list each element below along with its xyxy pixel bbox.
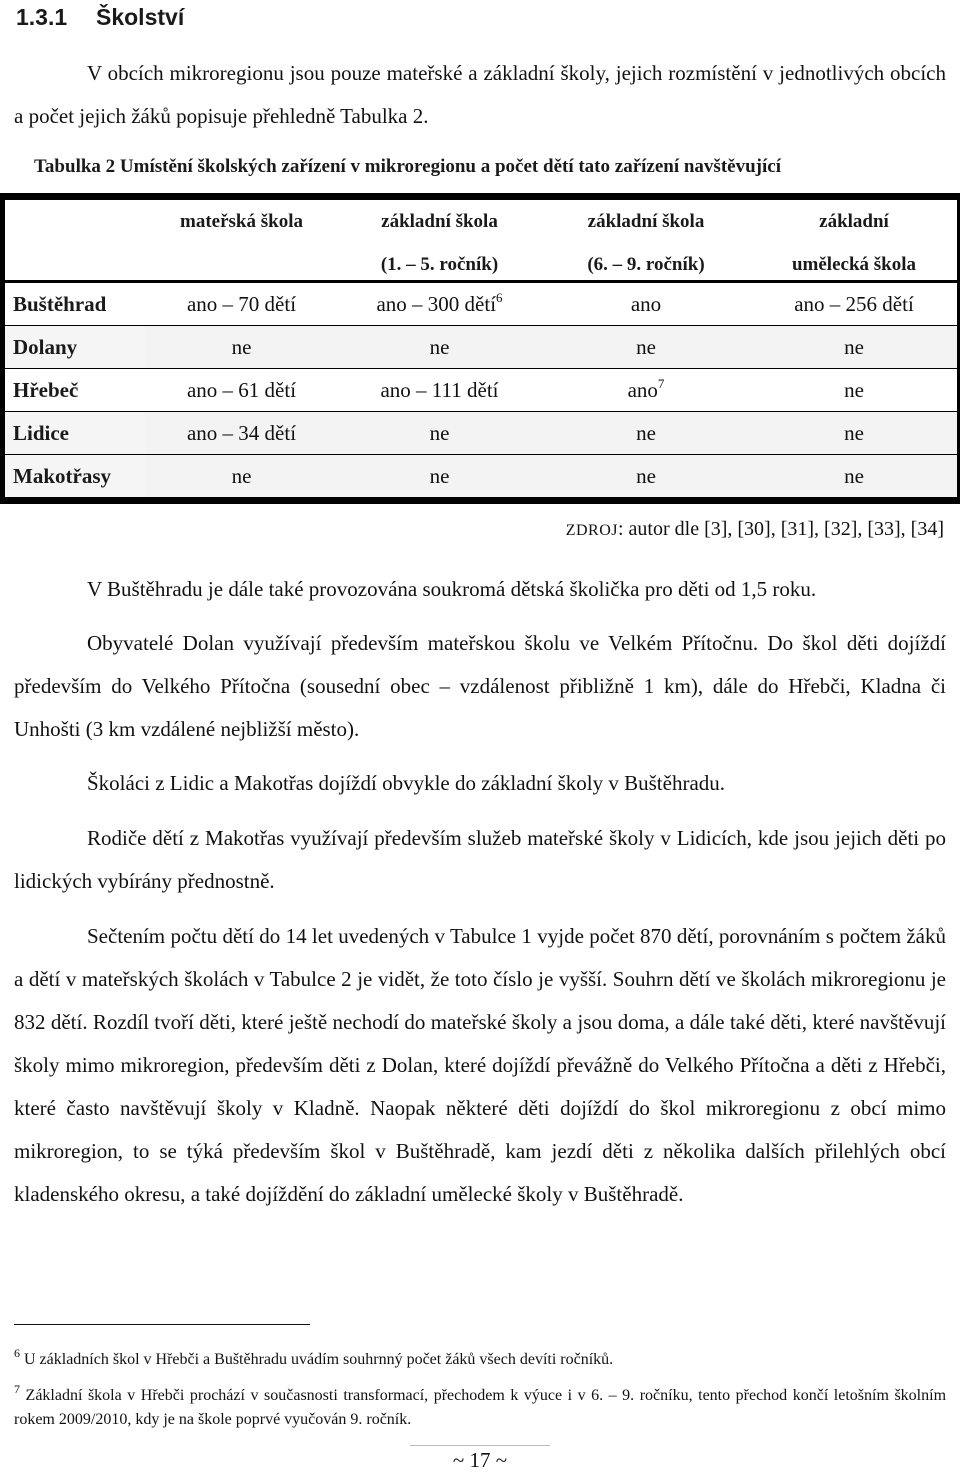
cell-text: ano — [630, 292, 662, 316]
section-title: Školství — [96, 4, 185, 30]
table-cell — [541, 369, 751, 411]
col-header-line1: základní — [819, 211, 889, 232]
body-paragraph: Sečtením počtu dětí do 14 let uvedených v Tabulce 1 vyjde počet 870 dětí, porovnáním s počtem žáků a dětí v mateřských školách v Tabulce 2 je vidět, že toto číslo je vyšší. Souhrn dětí ve školách mikroregionu je 832 dětí. Rozdíl tvoří děti, které ještě nechodí do mateřské školy a jsou doma, a dále také děti, které navštěvují školy mimo mikroregion, především děti z Dolan, které dojíždí převážně do Velkého Přítočna a děti z Hřebči, které často navštěvují školy v Kladně. Naopak některé děti dojíždí do škol mikroregionu z obcí mimo mikroregion, to se týká především škol v Buštěhradě, kam jezdí děti z několika dalších přilehlých obcí kladenského okresu, a také dojíždění do základní umělecké školy v Buštěhradě. — [14, 924, 946, 1206]
col-header-line1: základní škola — [381, 211, 498, 232]
table-cell — [338, 455, 541, 497]
footnote-separator — [14, 1324, 310, 1325]
cell-text: ano – 111 dětí — [380, 378, 499, 402]
col-header-zakladni-1-5 — [338, 200, 541, 280]
col-header-umelecka — [751, 200, 957, 280]
cell-text: ano – 300 dětí — [376, 292, 497, 316]
schools-table — [0, 193, 960, 504]
body-paragraph: Obyvatelé Dolan využívají především mateřskou školu ve Velkém Přítočnu. Do škol děti dojíždí především do Velkého Přítočna (sousední obec – vzdálenost přibližně 1 km), dále do Hřebči, Kladna či Unhošti (3 km vzdálené nejbližší město). — [14, 631, 946, 741]
table-row — [0, 455, 960, 497]
col-header-line2: (1. – 5. ročník) — [380, 254, 499, 275]
cell-text: ne — [636, 335, 656, 359]
cell-text: ne — [429, 335, 450, 359]
table-cell — [145, 412, 338, 454]
footnote-ref: 7 — [657, 376, 665, 391]
col-header-line1: mateřská škola — [180, 211, 303, 232]
col-header-line1: základní škola — [587, 211, 705, 232]
cell-text: ne — [429, 464, 450, 488]
col-header-line2: (6. – 9. ročník) — [587, 254, 705, 275]
cell-text: ne — [844, 464, 864, 488]
section-heading — [16, 4, 184, 31]
row-header: Lidice — [5, 412, 145, 454]
body-paragraph: Školáci z Lidic a Makotřas dojíždí obvykle do základní školy v Buštěhradu. — [87, 771, 726, 795]
row-header: Hřebeč — [5, 369, 145, 411]
body-paragraph: V Buštěhradu je dále také provozována soukromá dětská školička pro děti od 1,5 roku. — [87, 577, 817, 601]
table-cell — [751, 455, 957, 497]
footnote — [14, 1384, 946, 1432]
row-header: Makotřasy — [5, 455, 145, 497]
row-header: Buštěhrad — [5, 283, 145, 325]
cell-text: ano – 256 dětí — [794, 292, 914, 316]
table-cell — [541, 326, 751, 368]
cell-text: ne — [636, 421, 656, 445]
cell-text: ne — [636, 464, 656, 488]
table-cell — [751, 369, 957, 411]
cell-text: ne — [844, 421, 864, 445]
footnote — [14, 1348, 946, 1372]
intro-paragraph: V obcích mikroregionu jsou pouze mateřské a základní školy, jejich rozmístění v jednotlivých obcích a počet jejich žáků popisuje přehledně Tabulka 2. — [14, 61, 946, 128]
table-cell — [338, 283, 541, 325]
footnote-mark: 7 — [14, 1382, 20, 1396]
table-cell — [751, 326, 957, 368]
cell-text: ano – 70 dětí — [186, 292, 297, 316]
footnote-text: Základní škola v Hřebči prochází v současnosti transformací, přechodem k výuce i v 6. – 9. ročníku, tento přechod končí letošním školním rokem 2009/2010, kdy je na škole poprvé vyučován 9. ročník. — [14, 1387, 947, 1428]
table-cell — [338, 326, 541, 368]
page-number-rule — [410, 1445, 550, 1446]
table-cell — [338, 412, 541, 454]
cell-text: ne — [231, 464, 252, 488]
source-label: ZDROJ — [565, 522, 618, 539]
table-row — [0, 369, 960, 411]
cell-text: ne — [231, 335, 252, 359]
col-header-zakladni-6-9 — [541, 200, 751, 280]
table-cell — [338, 369, 541, 411]
footnote-ref: 6 — [496, 290, 503, 305]
table-caption: Tabulka 2 Umístění školských zařízení v mikroregionu a počet dětí tato zařízení navštěvující — [34, 156, 781, 177]
cell-text: ano – 34 dětí — [186, 421, 297, 445]
table-cell — [145, 455, 338, 497]
body-paragraph: Rodiče dětí z Makotřas využívají především služeb mateřské školy v Lidicích, kde jsou jejich děti po lidických vybírány přednostně. — [14, 826, 946, 893]
cell-text: ano – 61 dětí — [186, 378, 297, 402]
table-cell — [145, 326, 338, 368]
page-number: ~ 17 ~ — [452, 1448, 508, 1472]
table-corner — [5, 200, 145, 280]
cell-text: ne — [429, 421, 450, 445]
table-row — [0, 412, 960, 454]
footnote-mark: 6 — [14, 1346, 20, 1360]
col-header-line2: umělecká škola — [791, 254, 917, 275]
table-cell — [541, 283, 751, 325]
footnote-text: U základních škol v Hřebči a Buštěhradu uvádím souhrnný počet žáků všech devíti ročníků. — [24, 1351, 614, 1368]
table-cell — [145, 369, 338, 411]
section-number: 1.3.1 — [16, 4, 68, 30]
cell-text: ano — [627, 378, 658, 402]
col-header-materska — [145, 200, 338, 280]
table-cell — [751, 283, 957, 325]
cell-text: ne — [844, 335, 864, 359]
cell-text: ne — [844, 378, 864, 402]
table-cell — [145, 283, 338, 325]
table-row — [0, 283, 960, 325]
table-cell — [541, 455, 751, 497]
source-text: : autor dle [3], [30], [31], [32], [33], [34] — [617, 518, 944, 540]
table-row — [0, 326, 960, 368]
table-cell — [751, 412, 957, 454]
row-header: Dolany — [5, 326, 145, 368]
table-cell — [541, 412, 751, 454]
table-source — [566, 518, 944, 541]
